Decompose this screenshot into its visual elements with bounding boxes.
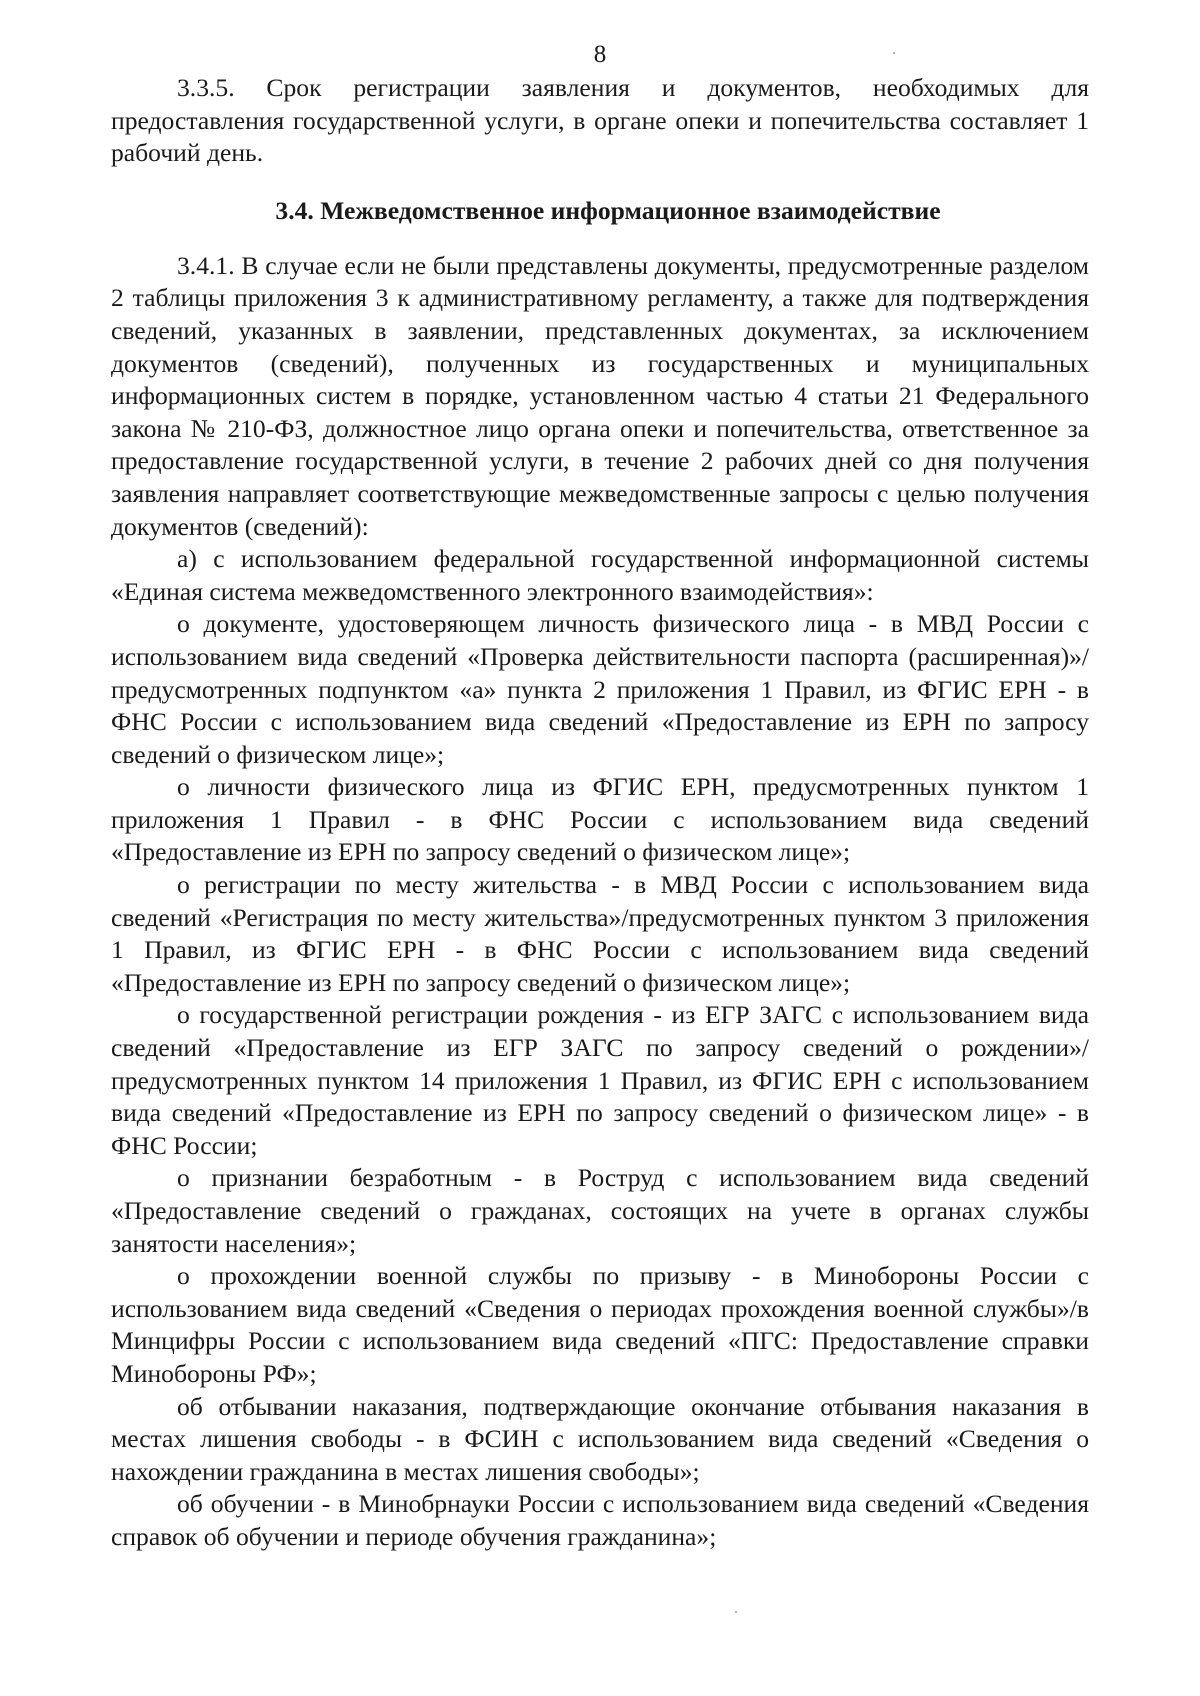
paragraph-unemployment: о признании безработным - в Роструд с использованием вида сведений «Предоставление сведений о гражданах, состоящих на учете в органах службы занятости населения»;: [111, 1163, 1089, 1258]
document-body: [111, 72, 1089, 1554]
section-heading: 3.4. Межведомственное информационное взаимодействие: [275, 195, 941, 225]
paragraph-personal-identity: о личности физического лица из ФГИС ЕРН, предусмотренных пунктом 1 приложения 1 Правил - в ФНС России с использованием вида сведений «Предоставление из ЕРН по запросу сведений о физическом лице»;: [111, 772, 1089, 867]
paragraph-identity-document: о документе, удостоверяющем личность физического лица - в МВД России с использованием вида сведений «Проверка действительности паспорта (расширенная)»/предусмотренных подпунктом «а» пункта 2 приложения 1 Правил, из ФГИС ЕРН - в ФНС России с использованием вида сведений «Предоставление из ЕРН по запросу сведений о физическом лице»;: [111, 609, 1089, 769]
page-number: 8: [593, 41, 607, 68]
paragraph-3-3-5: 3.3.5. Срок регистрации заявления и документов, необходимых для предоставления государственной услуги, в органе опеки и попечительства составляет 1 рабочий день.: [111, 73, 1089, 168]
scan-speck: [735, 1611, 737, 1613]
paragraph-imprisonment: об отбывании наказания, подтверждающие окончание отбывания наказания в местах лишения свободы - в ФСИН с использованием вида сведений «Сведения о нахождении гражданина в местах лишения свободы»;: [111, 1391, 1089, 1486]
paragraph-birth-registration: о государственной регистрации рождения - из ЕГР ЗАГС с использованием вида сведений «Предоставление из ЕГР ЗАГС по запросу сведений о рождении»/предусмотренных пунктом 14 приложения 1 Правил, из ФГИС ЕРН с использованием вида сведений «Предоставление из ЕРН по запросу сведений о физическом лице» - в ФНС России;: [111, 1000, 1089, 1160]
paragraph-military-service: о прохождении военной службы по призыву - в Минобороны России с использованием вида сведений «Сведения о периодах прохождения военной службы»/в Минцифры России с использованием вида сведений «ПГС: Предоставление справки Минобороны РФ»;: [111, 1261, 1089, 1388]
scan-speck: [893, 52, 895, 54]
paragraph-item-a: а) с использованием федеральной государственной информационной системы «Единая система межведомственного электронного взаимодействия»:: [111, 544, 1089, 606]
paragraph-residence-registration: о регистрации по месту жительства - в МВД России с использованием вида сведений «Регистрация по месту жительства»/предусмотренных пунктом 3 приложения 1 Правил, из ФГИС ЕРН - в ФНС России с использованием вида сведений «Предоставление из ЕРН по запросу сведений о физическом лице»;: [111, 870, 1089, 997]
paragraph-3-4-1: 3.4.1. В случае если не были представлены документы, предусмотренные разделом 2 таблицы приложения 3 к административному регламенту, а также для подтверждения сведений, указанных в заявлении, представленных документах, за исключением документов (сведений), полученных из государственных и муниципальных информационных систем в порядке, установленном частью 4 статьи 21 Федерального закона № 210-ФЗ, должностное лицо органа опеки и попечительства, ответственное за предоставление государственной услуги, в течение 2 рабочих дней со дня получения заявления направляет соответствующие межведомственные запросы с целью получения документов (сведений):: [111, 250, 1089, 541]
paragraph-education: об обучении - в Минобрнауки России с использованием вида сведений «Сведения справок об обучении и периоде обучения гражданина»;: [111, 1489, 1089, 1551]
